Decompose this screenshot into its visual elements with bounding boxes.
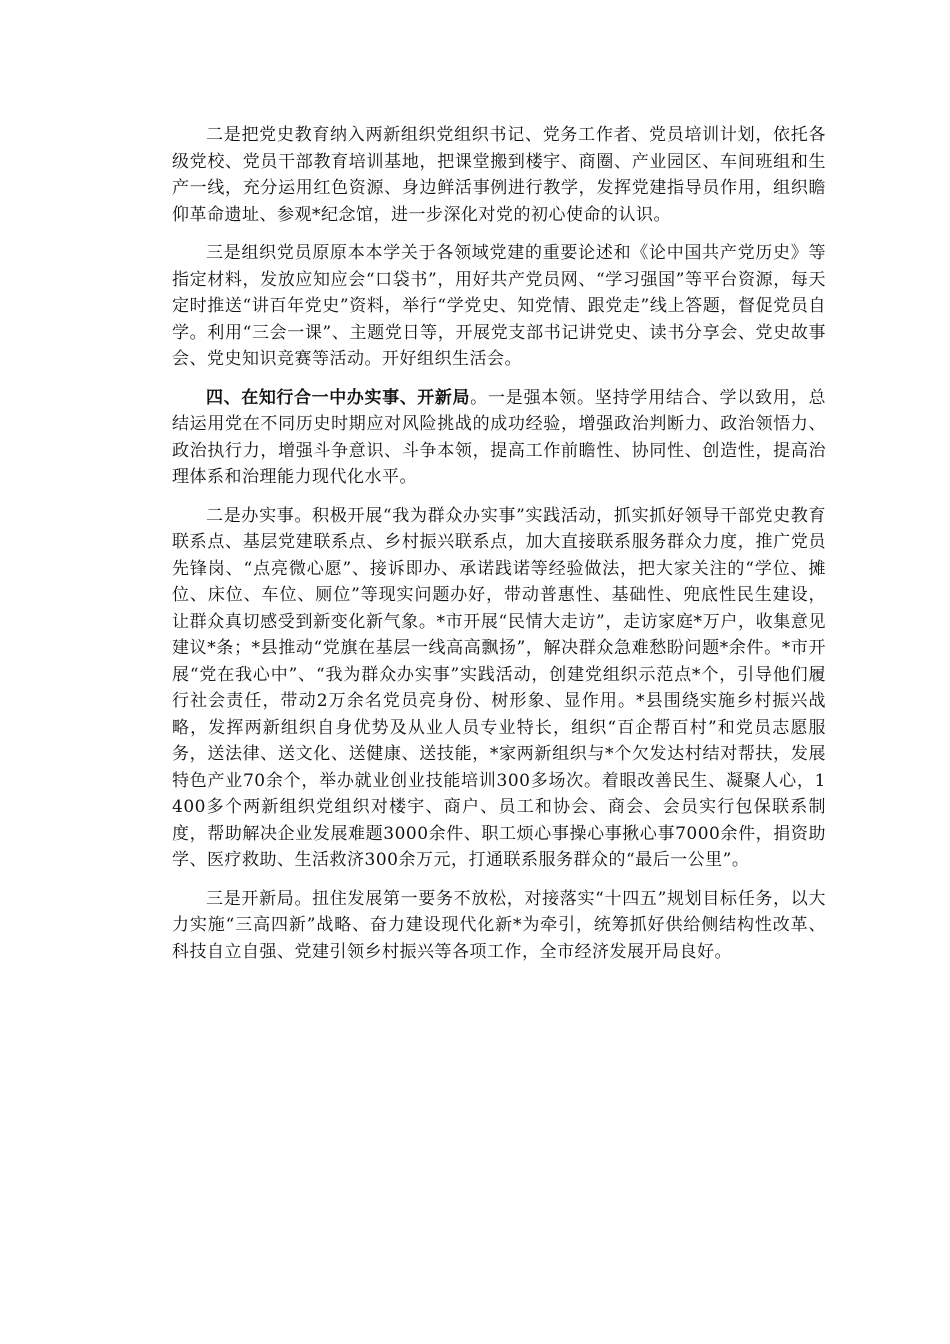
- section-heading: 四、在知行合一中办实事、开新局: [206, 387, 471, 408]
- paragraph-party-history-training: [172, 122, 826, 228]
- paragraph-practical-matters: [172, 503, 826, 874]
- paragraph-text: 二是办实事。积极开展“我为群众办实事”实践活动，抓实抓好领导干部党史教育联系点、基层党建联系点、乡村振兴联系点，加大直接联系服务群众力度，推广党员先锋岗、“点亮微心愿”、接诉即办、承诺践诺等经验做法，把大家关注的“学位、摊位、床位、车位、厕位”等现实问题办好，带动普惠性、基础性、兜底性民生建设，让群众真切感受到新变化新气象。*市开展“民情大走访”，走访家庭*万户，收集意见建议*条；*县推动“党旗在基层一线高高飘扬”，解决群众急难愁盼问题*余件。*市开展“党在我心中”、“我为群众办实事”实践活动，创建党组织示范点*个，引导他们履行社会责任，带动2万余名党员亮身份、树形象、显作用。*县围绕实施乡村振兴战略，发挥两新组织自身优势及从业人员专业特长，组织“百企帮百村”和党员志愿服务，送法律、送文化、送健康、送技能，*家两新组织与*个欠发达村结对帮扶，发展特色产业70余个，举办就业创业技能培训300多场次。着眼改善民生、凝聚人心，1400多个两新组织党组织对楼宇、商户、员工和协会、商会、会员实行包保联系制度，帮助解决企业发展难题3000余件、职工烦心事操心事揪心事7000余件，捐资助学、医疗救助、生活救济300余万元，打通联系服务群众的“最后一公里”。: [172, 505, 826, 870]
- paragraph-text: 二是把党史教育纳入两新组织党组织书记、党务工作者、党员培训计划，依托各级党校、党员干部教育培训基地，把课堂搬到楼宇、商圈、产业园区、车间班组和生产一线，充分运用红色资源、身边鲜活事例进行教学，发挥党建指导员作用，组织瞻仰革命遗址、参观*纪念馆，进一步深化对党的初心使命的认识。: [172, 125, 826, 225]
- paragraph-text: 三是组织党员原原本本学关于各领域党建的重要论述和《论中国共产党历史》等指定材料，发放应知应会“口袋书”，用好共产党员网、“学习强国”等平台资源，每天定时推送“讲百年党史”资料，举行“学党史、知党情、跟党走”线上答题，督促党员自学。利用“三会一课”、主题党日等，开展党支部书记讲党史、读书分享会、党史故事会、党史知识竞赛等活动。开好组织生活会。: [172, 243, 826, 369]
- paragraph-section-four: [172, 385, 826, 491]
- paragraph-new-situation: [172, 886, 826, 966]
- paragraph-text: 。一是强本领。坚持学用结合、学以致用，总结运用党在不同历史时期应对风险挑战的成功经验，增强政治判断力、政治领悟力、政治执行力，增强斗争意识、斗争本领，提高工作前瞻性、协同性、创造性，提高治理体系和治理能力现代化水平。: [172, 387, 827, 487]
- paragraph-text: 三是开新局。扭住发展第一要务不放松，对接落实“十四五”规划目标任务，以大力实施“三高四新”战略、奋力建设现代化新*为牵引，统筹抓好供给侧结构性改革、科技自立自强、党建引领乡村振兴等各项工作，全市经济发展开局良好。: [172, 888, 826, 962]
- paragraph-study-materials: [172, 240, 826, 373]
- document-body: [172, 122, 826, 977]
